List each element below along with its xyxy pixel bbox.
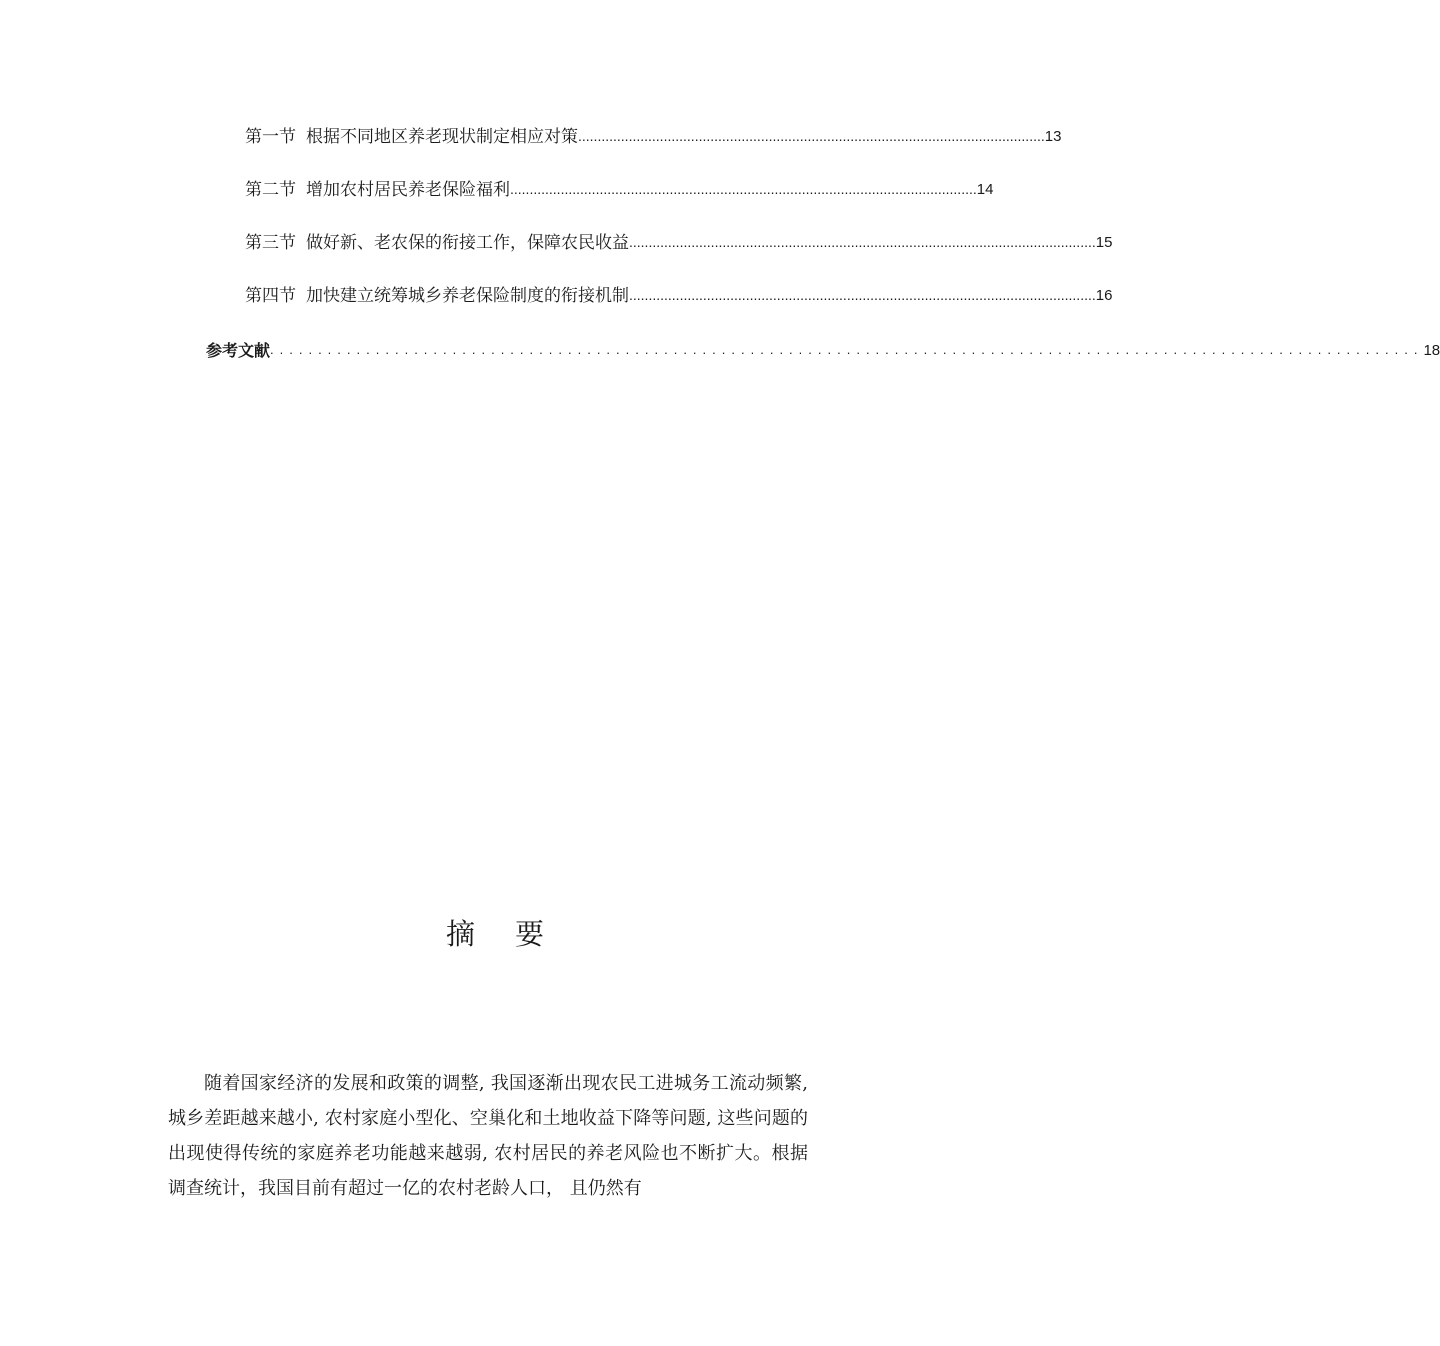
toc-entry-title: 加快建立统筹城乡养老保险制度的衔接机制 xyxy=(306,286,629,306)
toc-entry-section-2[interactable] xyxy=(245,179,994,200)
toc-entry-title: 增加农村居民养老保险福利 xyxy=(306,180,510,200)
toc-dot-leader: ........................................................................................................................ xyxy=(270,342,1424,357)
abstract-paragraph: 随着国家经济的发展和政策的调整, 我国逐渐出现农民工进城务工流动频繁, 城乡差距越来越小, 农村家庭小型化、空巢化和土地收益下降等问题, 这些问题的出现使得传统的家庭养老功能越来越弱, 农村居民的养老风险也不断扩大。根据调查统计，我国目前有超过一亿的农村老龄人口， 且仍然有 xyxy=(168,1073,808,1199)
toc-page-number: 18 xyxy=(1423,342,1440,359)
abstract-heading: 摘要 xyxy=(445,917,584,951)
toc-entry-section-4[interactable] xyxy=(245,285,1113,306)
toc-entry-title: 参考文献 xyxy=(206,341,271,360)
toc-section-number: 第四节 xyxy=(245,286,296,306)
toc-page-number: 13 xyxy=(1044,128,1062,145)
toc-page-number: 16 xyxy=(1095,287,1113,304)
toc-dot-leader: ........................................................................................................................ xyxy=(510,181,977,197)
toc-dot-leader: ........................................................................................................................ xyxy=(629,234,1096,250)
abstract-body xyxy=(168,1066,808,1206)
toc-section-number: 第三节 xyxy=(245,233,296,253)
toc-entry-title: 做好新、老农保的衔接工作，保障农民收益 xyxy=(306,233,629,253)
toc-entry-section-3[interactable] xyxy=(245,232,1113,253)
toc-dot-leader: ........................................................................................................................ xyxy=(629,287,1096,303)
toc-dot-leader: ........................................................................................................................ xyxy=(578,128,1045,144)
toc-entry-section-1[interactable] xyxy=(245,126,1062,147)
toc-entry-title: 根据不同地区养老现状制定相应对策 xyxy=(306,127,578,147)
toc-section-number: 第一节 xyxy=(245,127,296,147)
toc-section-number: 第二节 xyxy=(245,180,296,200)
toc-page-number: 14 xyxy=(976,181,994,198)
toc-entry-references[interactable] xyxy=(206,340,1440,361)
toc-page-number: 15 xyxy=(1095,234,1113,251)
